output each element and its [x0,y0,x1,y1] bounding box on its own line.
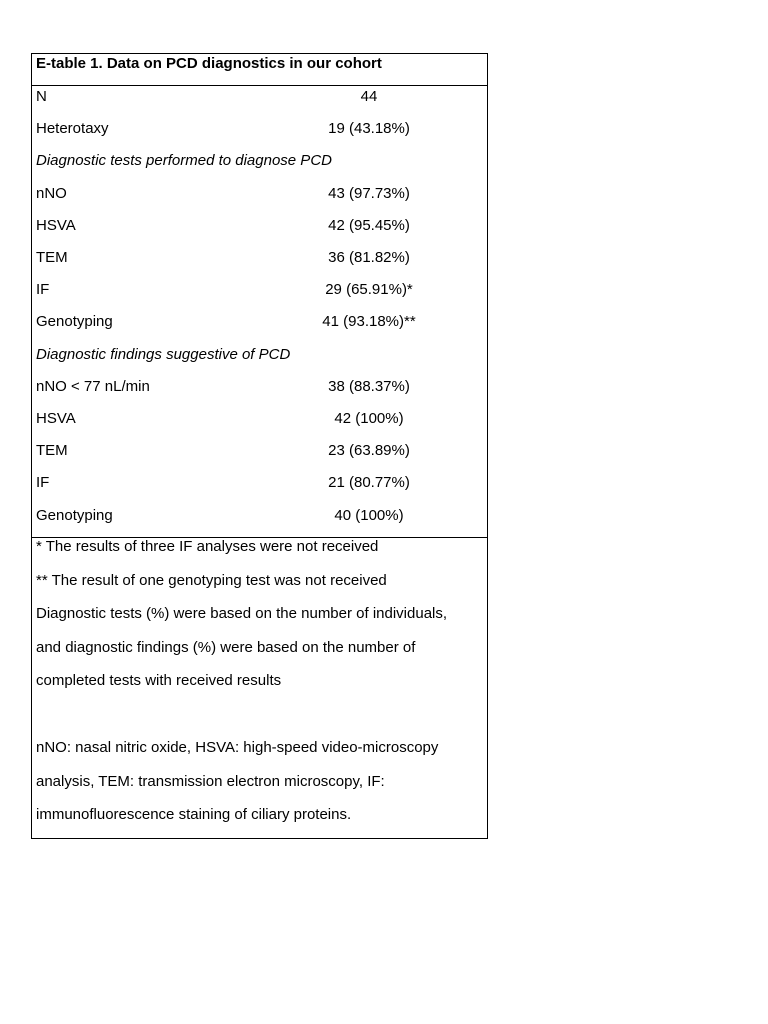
row-label: IF [36,474,50,492]
row-value: 38 (88.37%) [328,377,410,395]
row-value: 43 (97.73%) [328,184,410,202]
row-value: 40 (100%) [334,506,404,524]
row-value: 42 (100%) [334,410,404,427]
table-row [32,249,487,281]
footnote-line: * The results of three IF analyses were not received [36,538,379,555]
row-label: Genotyping [36,506,113,524]
section-heading: Diagnostic findings suggestive of PCD [36,345,291,363]
footnote-line: Diagnostic tests (%) were based on the number of individuals, [36,605,448,622]
table-title: E-table 1. Data on PCD diagnostics in our cohort [36,55,382,72]
table-row [32,410,487,442]
row-label: TEM [36,249,68,266]
table-row [32,378,487,410]
row-value: 44 [360,88,378,105]
row-label: Genotyping [36,313,113,331]
table-row [32,507,487,539]
table-row [32,185,487,217]
table-row [32,346,487,378]
footnote-line: ** The result of one genotyping test was not received [36,571,387,589]
table-row [32,442,487,474]
row-label: nNO [36,184,67,202]
section-heading: Diagnostic tests performed to diagnose PCD [36,152,332,170]
row-label: N [36,88,47,105]
row-label: TEM [36,442,68,460]
row-value: 41 (93.18%)** [322,313,416,331]
footnote-line: and diagnostic findings (%) were based on the number of [36,638,416,656]
row-value: 23 (63.89%) [328,442,410,460]
footnote-line: immunofluorescence staining of ciliary proteins. [36,806,352,823]
table-row [32,474,487,506]
row-label: HSVA [36,410,76,427]
e-table-1 [31,53,488,839]
row-value: 42 (95.45%) [328,216,410,234]
row-label: Heterotaxy [36,120,109,138]
row-value: 19 (43.18%) [328,120,410,138]
footnote-line: completed tests with received results [36,672,282,689]
row-label: IF [36,281,50,299]
table-row [32,152,487,184]
table-row [32,120,487,152]
table-row [32,88,487,120]
table-row [32,313,487,345]
footnote-line: analysis, TEM: transmission electron microscopy, IF: [36,772,385,790]
footnote-line: nNO: nasal nitric oxide, HSVA: high-speed video-microscopy [36,739,439,756]
row-value: 21 (80.77%) [328,474,410,492]
row-value: 36 (81.82%) [328,249,410,266]
table-row [32,217,487,249]
row-label: nNO < 77 nL/min [36,377,150,395]
row-label: HSVA [36,216,76,234]
row-value: 29 (65.91%)* [325,281,413,299]
table-title-row [32,54,487,86]
table-row [32,281,487,313]
